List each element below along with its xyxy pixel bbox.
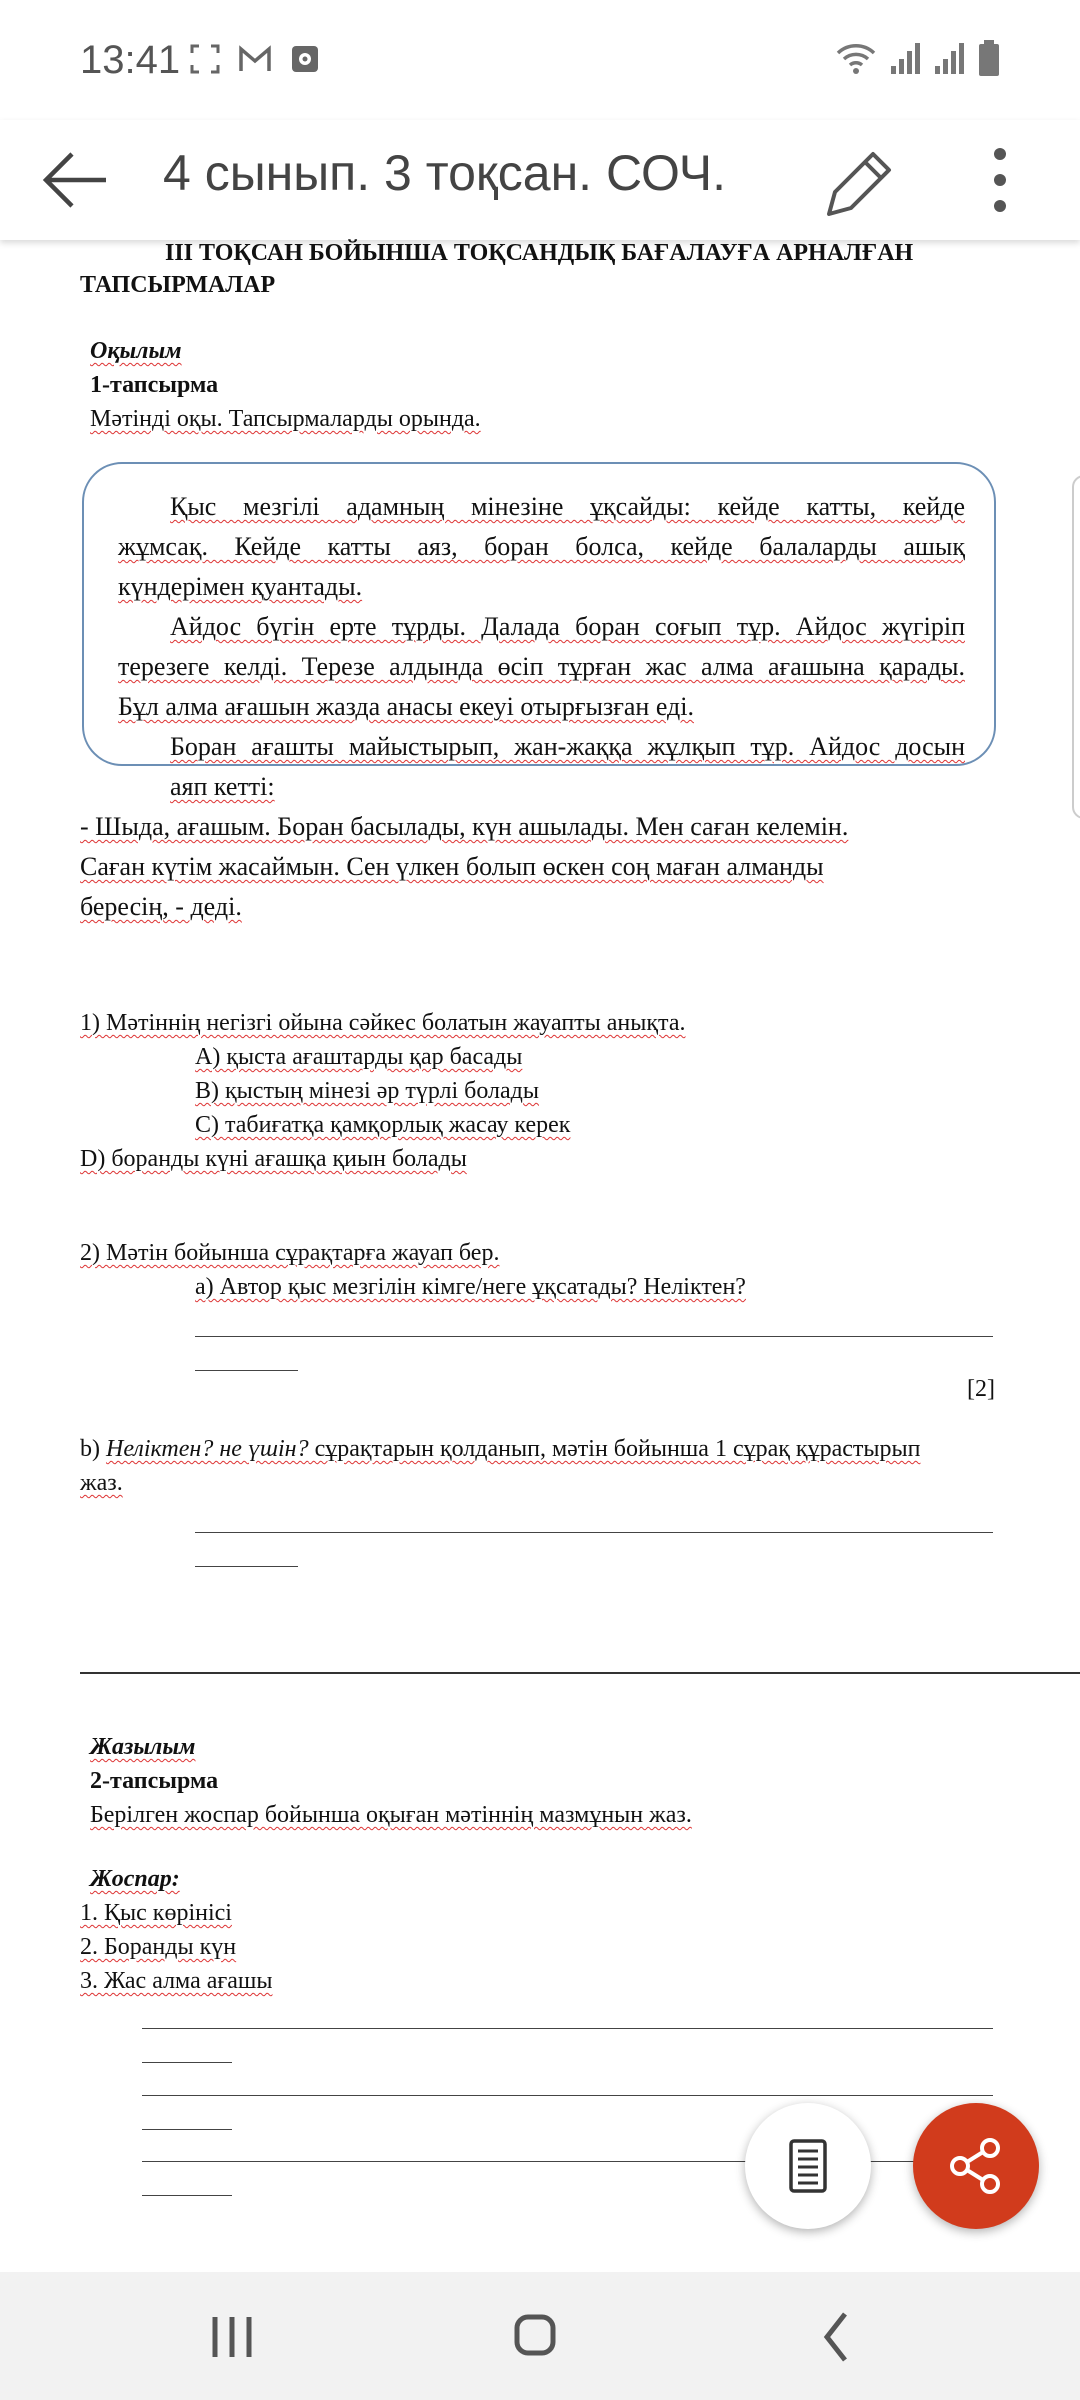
answer-line <box>142 2195 232 2196</box>
answer-line <box>142 2062 232 2063</box>
answer-line <box>142 2129 232 2130</box>
document-page <box>0 240 1080 2272</box>
plan-item-1: 1. Қыс көрінісі <box>80 1900 232 1926</box>
answer-line <box>195 1532 993 1533</box>
text-line-6: Бұл алма ағашын жазда анасы екеуі отырғызған еді. <box>118 692 694 721</box>
status-left-icons <box>190 44 320 74</box>
task-2-title: 2-тапсырма <box>90 1768 219 1794</box>
gmail-icon <box>238 45 272 73</box>
home-icon[interactable] <box>495 2302 575 2372</box>
text-line-3: күндерімен қуантады. <box>118 572 363 601</box>
task-2-instruction: Берілген жоспар бойынша оқыған мәтіннің мазмұнын жаз. <box>90 1802 692 1828</box>
q2-b-prefix: b) <box>80 1436 106 1462</box>
q2-part-a: а) Автор қыс мезгілін кімге/негe ұқсатады? Неліктен? <box>195 1274 746 1300</box>
document-title: 4 сынып. 3 тоқсан. СОЧ. <box>163 145 726 201</box>
back-arrow-icon[interactable] <box>40 148 110 212</box>
section-divider <box>80 1672 1080 1674</box>
q2-b-rest: сұрақтарын қолданып, мәтін бойынша 1 сұрақ құрастырып <box>308 1436 921 1462</box>
answer-line <box>195 1336 993 1337</box>
app-bar <box>0 120 1080 240</box>
recent-apps-icon[interactable] <box>192 2302 272 2372</box>
answer-line <box>142 2095 993 2096</box>
more-vert-icon[interactable] <box>975 140 1025 220</box>
share-icon <box>946 2136 1006 2196</box>
q2-b-italic: Неліктен? не үшін? <box>106 1436 309 1462</box>
edge-panel-handle[interactable] <box>1072 475 1080 819</box>
q1-option-c: С) табиғатқа қамқорлық жасау керек <box>195 1112 571 1138</box>
edit-pencil-icon[interactable] <box>815 134 895 224</box>
q1-option-d: D) боранды күні ағашқа қиын болады <box>80 1146 467 1172</box>
share-button[interactable] <box>913 2103 1039 2229</box>
doc-heading: ІІІ ТОҚСАН БОЙЫНША ТОҚСАНДЫҚ БАҒАЛАУҒА АРНАЛҒАН <box>165 240 914 266</box>
score-mark: [2] <box>967 1376 995 1402</box>
text-line-1: Қыс мезгілі адамның мінезіне ұқсайды: кейде катты, кейде <box>170 492 965 521</box>
battery-icon <box>978 40 1000 76</box>
q2-part-b <box>80 1436 920 1463</box>
system-nav-bar <box>0 2272 1080 2400</box>
plan-title: Жоспар: <box>90 1866 180 1892</box>
reading-section-title: Оқылым <box>90 338 182 364</box>
text-line-11: бересің, - деді. <box>80 892 242 921</box>
text-line-5: терезеге келді. Терезе алдында өсіп тұрған жас алма ағашына қарады. <box>118 652 965 681</box>
media-icon <box>290 44 320 74</box>
text-line-10: Саған күтім жасаймын. Сен үлкен болып өскен соң маған алманды <box>80 852 824 881</box>
answer-line <box>195 1370 298 1371</box>
q1-option-a: А) қыста ағаштарды қар басады <box>195 1044 523 1070</box>
text-line-8: аяп кетті: <box>170 772 275 801</box>
text-line-9: - Шыда, ағашым. Боран басылады, күн ашылады. Мен саған келемін. <box>80 812 849 841</box>
plan-item-2: 2. Боранды күн <box>80 1934 237 1960</box>
writing-section-title: Жазылым <box>90 1734 196 1760</box>
status-bar <box>0 0 1080 120</box>
view-mode-button[interactable] <box>745 2103 871 2229</box>
text-line-7: Боран ағашты майыстырып, жан-жаққа жұлқып тұр. Айдос досын <box>170 732 965 761</box>
status-time: 13:41 <box>80 38 181 82</box>
plan-item-3: 3. Жас алма ағашы <box>80 1968 273 1994</box>
document-view-icon <box>778 2136 838 2196</box>
text-line-2: жұмсақ. Кейде катты аяз, боран болса, кейде балаларды ашық <box>118 532 965 561</box>
status-right-icons <box>836 40 1000 76</box>
task-1-title: 1-тапсырма <box>90 372 219 398</box>
doc-heading-cont: ТАПСЫРМАЛАР <box>80 272 276 298</box>
q2-part-b-cont: жаз. <box>80 1470 123 1496</box>
question-2: 2) Мәтін бойынша сұрақтарға жауап бер. <box>80 1240 500 1266</box>
question-1: 1) Мәтіннің негізгі ойына сәйкес болатын жауапты анықта. <box>80 1010 686 1036</box>
task-1-instruction: Мәтінді оқы. Тапсырмаларды орында. <box>90 406 481 432</box>
q1-option-b: В) қыстың мінезі әр түрлі болады <box>195 1078 540 1104</box>
back-icon[interactable] <box>798 2302 878 2372</box>
signal-icon <box>890 42 920 74</box>
wifi-icon <box>836 41 876 75</box>
signal-icon <box>934 42 964 74</box>
answer-line <box>142 2028 993 2029</box>
screenshot-icon <box>190 44 220 74</box>
answer-line <box>195 1566 298 1567</box>
text-line-4: Айдос бүгін ерте тұрды. Далада боран соғып тұр. Айдос жүгіріп <box>170 612 965 641</box>
